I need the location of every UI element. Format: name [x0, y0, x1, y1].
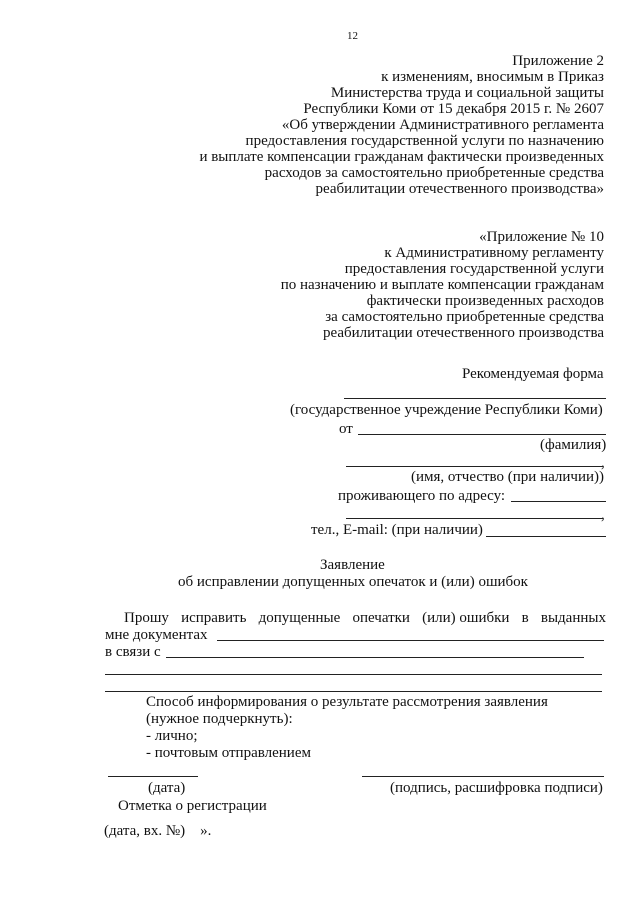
contact-line[interactable]	[486, 536, 606, 537]
documents-line[interactable]	[217, 640, 604, 641]
appendix-header	[199, 53, 604, 197]
institution-caption: (государственное учреждение Республики Коми)	[290, 402, 603, 418]
request-word: (или) ошибки	[422, 610, 510, 626]
name-caption: (имя, отчество (при наличии))	[411, 469, 605, 485]
method-option-mail[interactable]: - почтовым отправлением	[146, 745, 311, 761]
name-comma: ,	[601, 455, 605, 471]
appendix-header-line: к изменениям, вносимым в Приказ	[381, 69, 604, 85]
address-line-1[interactable]	[511, 501, 606, 502]
address-line-2[interactable]	[346, 518, 602, 519]
date-caption: (дата)	[148, 780, 186, 796]
surname-caption: (фамилия)	[540, 437, 607, 453]
recommended-form-label: Рекомендуемая форма	[462, 366, 604, 382]
regulation-header-line: по назначению и выплате компенсации гражданам	[280, 277, 604, 293]
regulation-header-line: предоставления государственной услуги	[344, 261, 604, 277]
reason-label: в связи с	[105, 644, 161, 660]
address-comma: ,	[601, 507, 605, 523]
appendix-header-line: и выплате компенсации гражданам фактически произведенных	[199, 149, 604, 165]
registration-label: Отметка о регистрации	[118, 798, 267, 814]
appendix-header-line: расходов за самостоятельно приобретенные средства	[264, 165, 604, 181]
request-word: опечатки	[352, 610, 410, 626]
reason-line[interactable]	[166, 657, 584, 658]
signature-caption: (подпись, расшифровка подписи)	[390, 780, 603, 796]
appendix-header-line: реабилитации отечественного производства»	[315, 181, 604, 197]
registration-detail: (дата, вх. №) ».	[104, 823, 212, 839]
documents-label: мне документах	[105, 627, 208, 643]
appendix-header-line: предоставления государственной услуги по назначению	[245, 133, 604, 149]
appendix-header-line: «Об утверждении Административного регламента	[281, 117, 604, 133]
appendix-header-line: Приложение 2	[512, 53, 604, 69]
regulation-header-line: к Административному регламенту	[384, 245, 604, 261]
request-word: исправить	[181, 610, 247, 626]
method-hint: (нужное подчеркнуть):	[146, 711, 293, 727]
regulation-header-line: «Приложение № 10	[479, 229, 604, 245]
page-number: 12	[347, 30, 358, 42]
regulation-header-line: за самостоятельно приобретенные средства	[325, 309, 604, 325]
reason-extra-line-2[interactable]	[105, 691, 602, 692]
request-word: выданных	[540, 610, 606, 626]
regulation-header-line: фактически произведенных расходов	[366, 293, 604, 309]
signature-line[interactable]	[362, 776, 604, 777]
method-label: Способ информирования о результате рассмотрения заявления	[146, 694, 548, 710]
address-label: проживающего по адресу:	[338, 488, 506, 504]
request-word: Прошу	[124, 610, 169, 626]
regulation-header-line: реабилитации отечественного производства	[323, 325, 604, 341]
institution-line[interactable]	[344, 398, 606, 399]
method-option-in-person[interactable]: - лично;	[146, 728, 198, 744]
name-line[interactable]	[346, 466, 602, 467]
statement-subtitle: об исправлении допущенных опечаток и (или) ошибок	[178, 574, 528, 590]
reason-extra-line-1[interactable]	[105, 674, 602, 675]
statement-title: Заявление	[320, 557, 385, 573]
regulation-appendix-header	[281, 229, 604, 341]
request-line	[124, 610, 606, 626]
appendix-header-line: Республики Коми от 15 декабря 2015 г. № 2607	[303, 101, 604, 117]
request-word: допущенные	[258, 610, 341, 626]
contact-label: тел., E-mail: (при наличии)	[311, 522, 483, 538]
from-label: от	[339, 421, 353, 437]
appendix-header-line: Министерства труда и социальной защиты	[330, 85, 604, 101]
from-line[interactable]	[358, 434, 606, 435]
date-line[interactable]	[108, 776, 198, 777]
request-word: в	[521, 610, 529, 626]
